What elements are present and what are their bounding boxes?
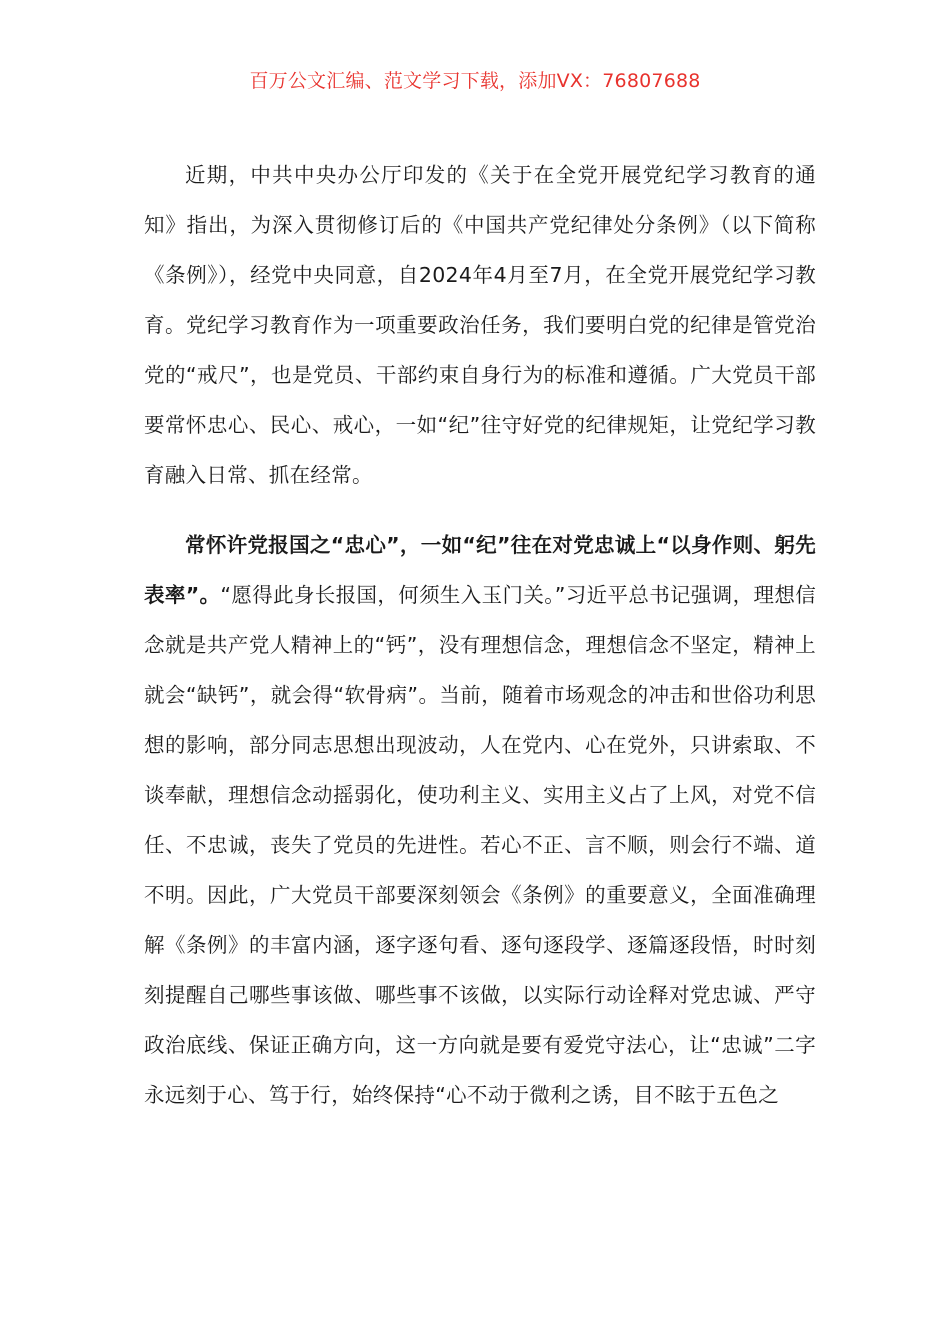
paragraph-intro [144, 150, 816, 500]
paragraph-loyalty-text: “愿得此身长报国，何须生入玉门关。”习近平总书记强调，理想信念就是共产党人精神上的“钙”，没有理想信念，理想信念不坚定，精神上就会“缺钙”，就会得“软骨病”。当前，随着市场观念的冲击和世俗功利思想的影响，部分同志思想出现波动，人在党内、心在党外，只讲索取、不谈奉献，理想信念动摇弱化，使功利主义、实用主义占了上风，对党不信任、不忠诚，丧失了党员的先进性。若心不正、言不顺，则会行不端、道不明。因此，广大党员干部要深刻领会《条例》的重要意义，全面准确理解《条例》的丰富内涵，逐字逐句看、逐句逐段学、逐篇逐段悟，时时刻刻提醒自己哪些事该做、哪些事不该做，以实际行动诠释对党忠诚、严守政治底线、保证正确方向，这一方向就是要有爱党守法心，让“忠诚”二字永远刻于心、笃于行，始终保持“心不动于微利之诱，目不眩于五色之 [144, 583, 816, 1107]
document-body [144, 150, 816, 1120]
header-watermark: 百万公文汇编、范文学习下载，添加VX：76807688 [249, 70, 701, 92]
paragraph-intro-text: 近期，中共中央办公厅印发的《关于在全党开展党纪学习教育的通知》指出，为深入贯彻修订后的《中国共产党纪律处分条例》（以下简称《条例》），经党中央同意，自2024年4月至7月，在全党开展党纪学习教育。党纪学习教育作为一项重要政治任务，我们要明白党的纪律是管党治党的“戒尺”，也是党员、干部约束自身行为的标准和遵循。广大党员干部要常怀忠心、民心、戒心，一如“纪”往守好党的纪律规矩，让党纪学习教育融入日常、抓在经常。 [144, 163, 816, 487]
paragraph-loyalty-lead: 常怀许党报国之“忠心”，一如“纪”往在对党忠诚上“以身作则、躬先表率”。 [144, 533, 816, 607]
paragraph-loyalty [144, 520, 816, 1120]
